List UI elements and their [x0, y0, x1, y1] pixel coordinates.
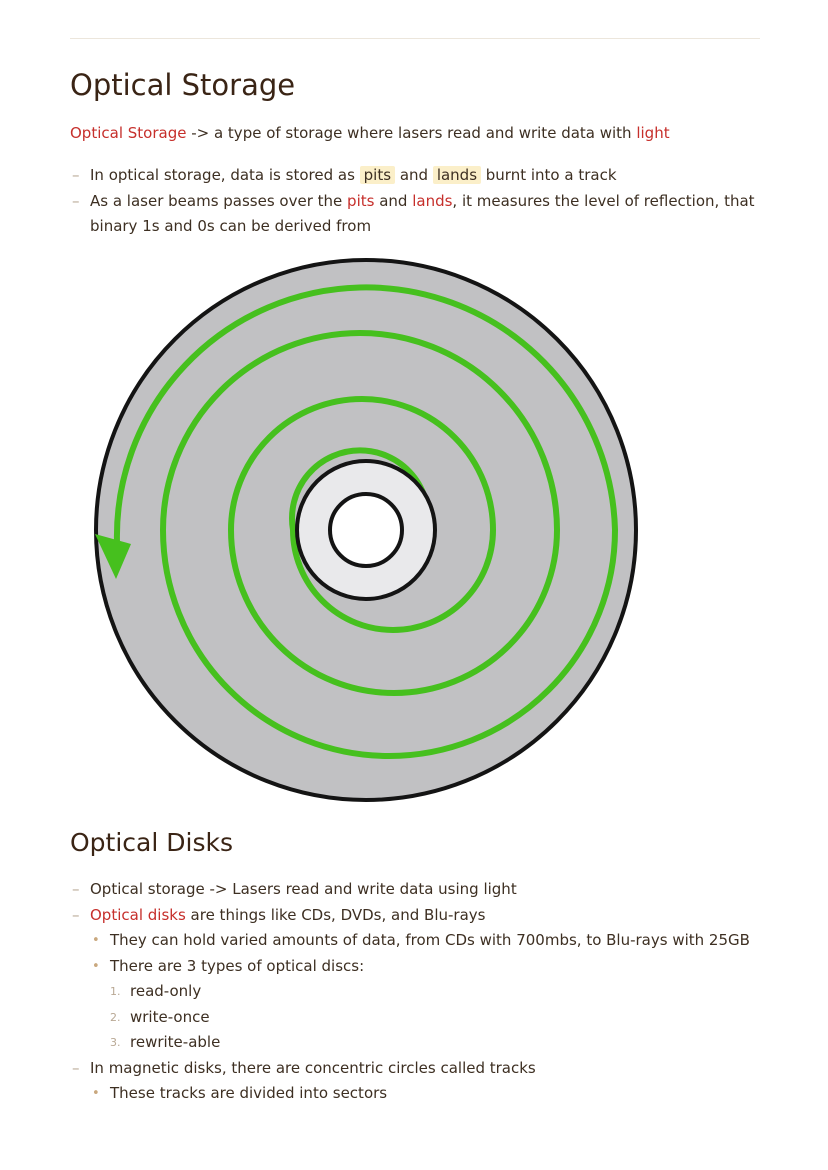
list-item [70, 1056, 770, 1107]
list-item-text: are things like CDs, DVDs, and Blu-rays [185, 905, 486, 924]
dash-marker: – [72, 1058, 80, 1077]
list-item [70, 163, 770, 189]
term-pits: pits [347, 191, 375, 210]
sub-list-item [90, 1081, 770, 1107]
list-item-text: In optical storage, data is stored as [90, 166, 360, 184]
number-marker: 2. [110, 1010, 121, 1024]
heading-optical-disks: Optical Disks [70, 828, 233, 857]
list-item [70, 877, 770, 903]
list-item-text: write-once [130, 1007, 210, 1026]
dash-marker: – [72, 880, 80, 898]
storage-list [70, 163, 770, 240]
list-item [70, 189, 770, 240]
top-divider [70, 38, 760, 39]
numbered-item [110, 1005, 770, 1031]
bullet-marker: • [92, 1086, 100, 1101]
definition-line [70, 121, 770, 147]
definition-term-light: light [636, 124, 670, 142]
list-item-text: These tracks are divided into sectors [110, 1084, 388, 1102]
number-marker: 1. [110, 985, 121, 998]
list-item-text: and [374, 191, 413, 210]
highlight-pits: pits [360, 166, 395, 184]
disc-types-list [90, 979, 770, 1056]
list-item-text: burnt into a track [481, 166, 617, 184]
disc-center-hole [330, 494, 402, 566]
term-optical-disks: Optical disks [90, 905, 186, 924]
list-item-text: , it measures the level of reflection, that binary 1s and 0s can be derived from [90, 191, 755, 235]
numbered-item [110, 1030, 770, 1056]
list-item-text: There are 3 types of optical discs: [110, 956, 365, 975]
list-item-text: and [395, 166, 433, 184]
term-lands: lands [412, 191, 453, 210]
definition-term: Optical Storage [70, 124, 187, 142]
highlight-lands: lands [433, 166, 481, 184]
dash-marker: – [72, 905, 80, 924]
bullet-marker: • [92, 933, 100, 948]
dash-marker: – [72, 191, 80, 210]
list-item-text: Optical storage -> Lasers read and write data using light [90, 880, 517, 898]
definition-text: -> a type of storage where lasers read and write data with [186, 124, 637, 142]
list-item [70, 903, 770, 1056]
sub-list-item [90, 954, 770, 980]
list-item-text: In magnetic disks, there are concentric circles called tracks [90, 1058, 536, 1077]
list-item-text: They can hold varied amounts of data, from CDs with 700mbs, to Blu-rays with 25GB [110, 931, 750, 949]
list-item-text: read-only [130, 982, 202, 1000]
disks-list [70, 877, 770, 1107]
sub-list [90, 928, 770, 979]
list-item-text: As a laser beams passes over the [90, 191, 348, 210]
number-marker: 3. [110, 1036, 121, 1049]
bullet-marker: • [92, 958, 100, 974]
numbered-item [110, 979, 770, 1005]
list-item-text: rewrite-able [130, 1033, 221, 1051]
dash-marker: – [72, 166, 80, 184]
optical-disc-diagram [94, 258, 640, 804]
sub-list [90, 1081, 770, 1107]
sub-list-item [90, 928, 770, 954]
heading-optical-storage: Optical Storage [70, 68, 296, 102]
